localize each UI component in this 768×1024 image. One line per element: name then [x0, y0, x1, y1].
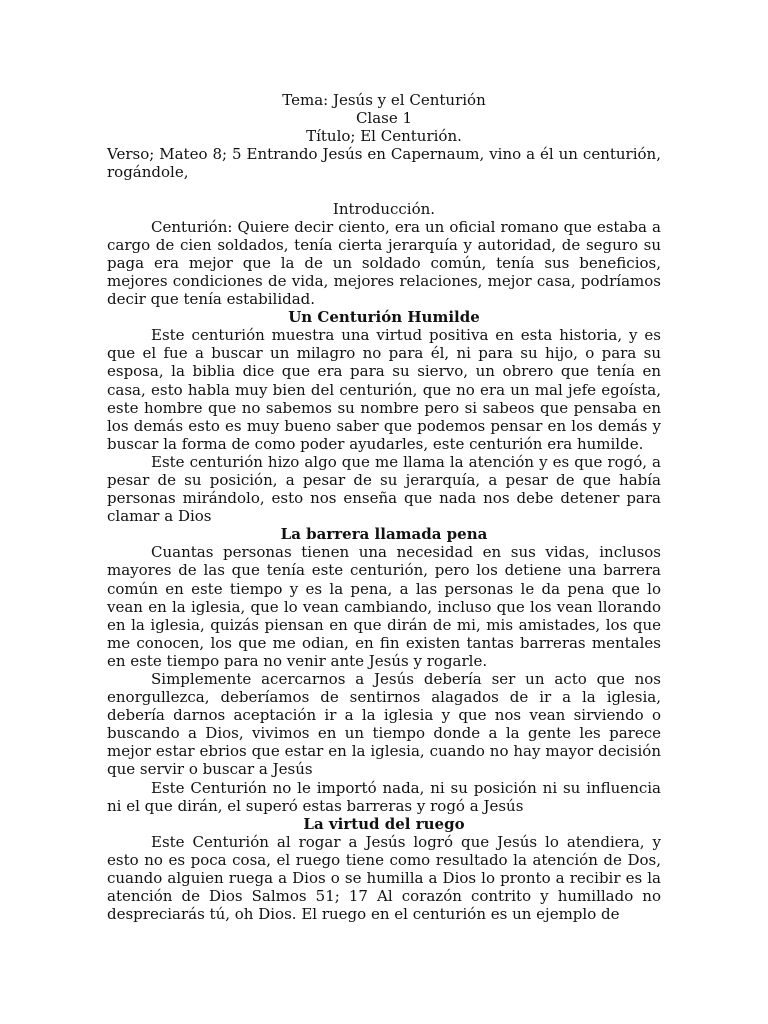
tema-line: Tema: Jesús y el Centurión: [282, 91, 486, 109]
section-heading-virtud-ruego: La virtud del ruego: [303, 814, 465, 833]
section-heading-barrera-pena: La barrera llamada pena: [280, 525, 488, 544]
paragraph: Este Centurión al rogar a Jesús logró que Jesús lo atendiera, y esto no es poca cosa, el ruego tiene como resultado la atención de Dos, cuando alguien ruega a Dios o se humilla a Dios lo pronto a recibir es la atención de Dios Salmos 51; 17 Al corazón contrito y humillado no despreciarás tú, oh Dios. El ruego en el centurión es un ejemplo de: [107, 832, 661, 924]
paragraph: Este Centurión no le importó nada, ni su posición ni su influencia ni el que dirán, el superó estas barreras y rogó a Jesús: [107, 778, 661, 815]
blank-line: [107, 181, 661, 199]
verso-line: Verso; Mateo 8; 5 Entrando Jesús en Capernaum, vino a él un centurión, rogándole,: [107, 145, 661, 182]
paragraph: Este centurión hizo algo que me llama la atención y es que rogó, a pesar de su posición, a pesar de su jerarquía, a pesar de que había personas mirándolo, esto nos enseña que nada nos debe detener para clamar a Dios: [107, 452, 661, 526]
intro-heading: Introducción.: [332, 199, 436, 218]
document-page: [107, 91, 661, 923]
paragraph: Este centurión muestra una virtud positiva en esta historia, y es que el fue a buscar un milagro no para él, ni para su hijo, o para su esposa, la biblia dice que era para su siervo, un obrero que tenía en casa, esto habla muy bien del centurión, que no era un mal jefe egoísta, este hombre que no sabemos su nombre pero si sabeos que pensaba en los demás esto es muy bueno saber que podemos pensar en los demás y buscar la forma de como poder ayudarles, este centurión era humilde.: [107, 326, 661, 453]
titulo-line: Título; El Centurión.: [306, 127, 462, 146]
intro-paragraph: Centurión: Quiere decir ciento, era un oficial romano que estaba a cargo de cien soldados, tenía cierta jerarquía y autoridad, de seguro su paga era mejor que la de un soldado común, tenía sus beneficios, mejores condiciones de vida, mejores relaciones, mejor casa, podríamos decir que tenía estabilidad.: [107, 217, 661, 309]
paragraph: Simplemente acercarnos a Jesús debería ser un acto que nos enorgullezca, deberíamos de sentirnos alagados de ir a la iglesia, debería darnos aceptación ir a la iglesia y que nos vean sirviendo o buscando a Dios, vivimos en un tiempo donde a la gente les parece mejor estar ebrios que estar en la iglesia, cuando no hay mayor decisión que servir o buscar a Jesús: [107, 670, 661, 779]
paragraph: Cuantas personas tienen una necesidad en sus vidas, inclusos mayores de las que tenía este centurión, pero los detiene una barrera común en este tiempo y es la pena, a las personas le da pena que lo vean en la iglesia, que lo vean cambiando, incluso que los vean llorando en la iglesia, quizás piensan en que dirán de mi, mis amistades, los que me conocen, los que me odian, en fin existen tantas barreras mentales en este tiempo para no venir ante Jesús y rogarle.: [107, 543, 661, 670]
clase-line: Clase 1: [355, 109, 413, 128]
section-heading-centurion-humilde: Un Centurión Humilde: [288, 308, 480, 327]
